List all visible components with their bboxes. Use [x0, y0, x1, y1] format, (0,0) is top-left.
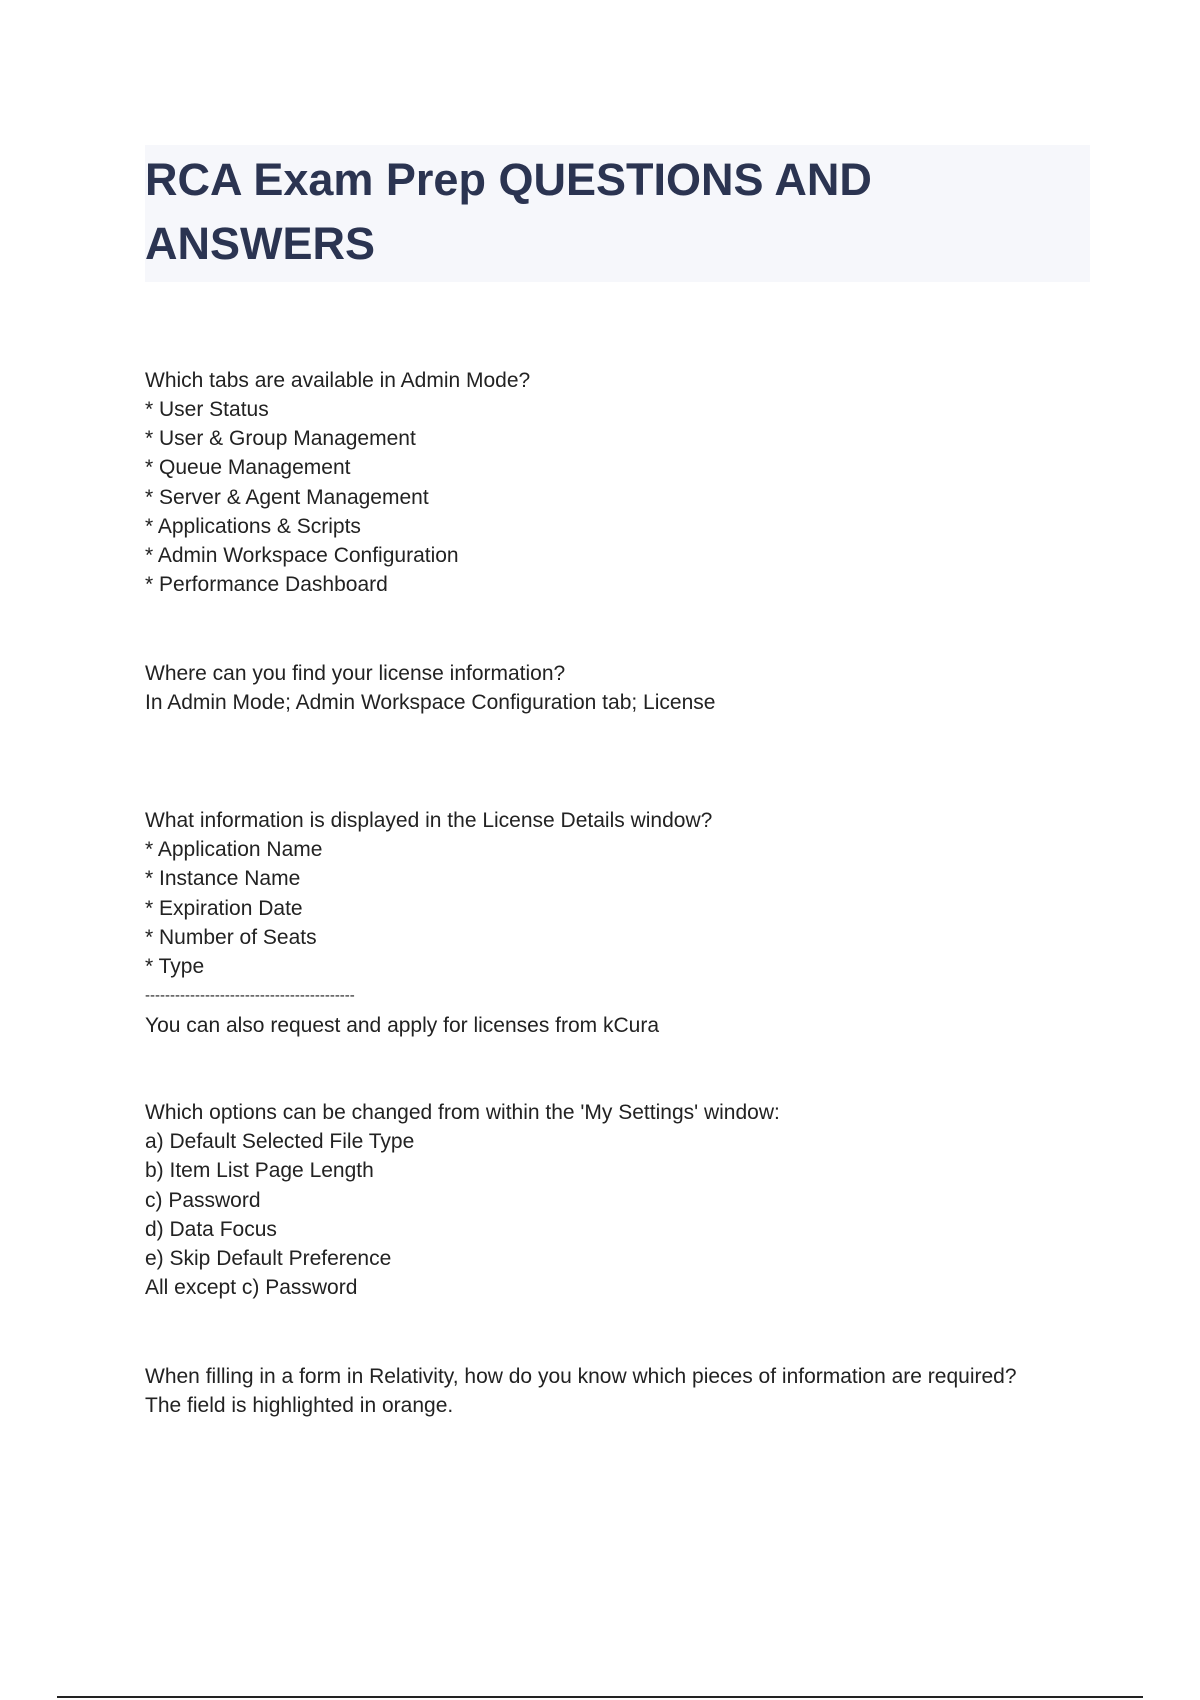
question-2: Where can you find your license information? — [145, 662, 566, 685]
answer-1-line-2: * User & Group Management — [145, 427, 416, 450]
answer-4-line-3: c) Password — [145, 1189, 261, 1212]
answer-5-line-1: The field is highlighted in orange. — [145, 1394, 454, 1417]
question-1: Which tabs are available in Admin Mode? — [145, 369, 531, 392]
answer-3-line-1: * Application Name — [145, 838, 323, 861]
question-3: What information is displayed in the License Details window? — [145, 809, 713, 832]
answer-1-line-6: * Admin Workspace Configuration — [145, 544, 459, 567]
answer-3-line-2: * Instance Name — [145, 867, 301, 890]
answer-4-line-1: a) Default Selected File Type — [145, 1130, 415, 1153]
answer-3-line-3: * Expiration Date — [145, 897, 303, 920]
footer-rule — [57, 1696, 1143, 1698]
answer-1-line-1: * User Status — [145, 398, 269, 421]
answer-1-line-4: * Server & Agent Management — [145, 486, 429, 509]
question-4: Which options can be changed from within the 'My Settings' window: — [145, 1101, 780, 1124]
answer-3-line-7: You can also request and apply for licenses from kCura — [145, 1014, 660, 1037]
answer-4-line-2: b) Item List Page Length — [145, 1159, 374, 1182]
title-banner — [145, 145, 1090, 282]
answer-4-line-4: d) Data Focus — [145, 1218, 277, 1241]
answer-3-separator: ------------------------------------------ — [145, 987, 355, 1004]
answer-3-line-4: * Number of Seats — [145, 926, 317, 949]
answer-1-line-5: * Applications & Scripts — [145, 515, 361, 538]
question-5: When filling in a form in Relativity, how do you know which pieces of information are required? — [145, 1365, 1017, 1388]
answer-1-line-3: * Queue Management — [145, 456, 351, 479]
document-title: RCA Exam Prep QUESTIONS AND ANSWERS — [145, 154, 872, 269]
answer-3-line-5: * Type — [145, 955, 205, 978]
answer-4-line-6: All except c) Password — [145, 1276, 358, 1299]
answer-2-line-1: In Admin Mode; Admin Workspace Configuration tab; License — [145, 691, 716, 714]
answer-1-line-7: * Performance Dashboard — [145, 573, 388, 596]
answer-4-line-5: e) Skip Default Preference — [145, 1247, 392, 1270]
